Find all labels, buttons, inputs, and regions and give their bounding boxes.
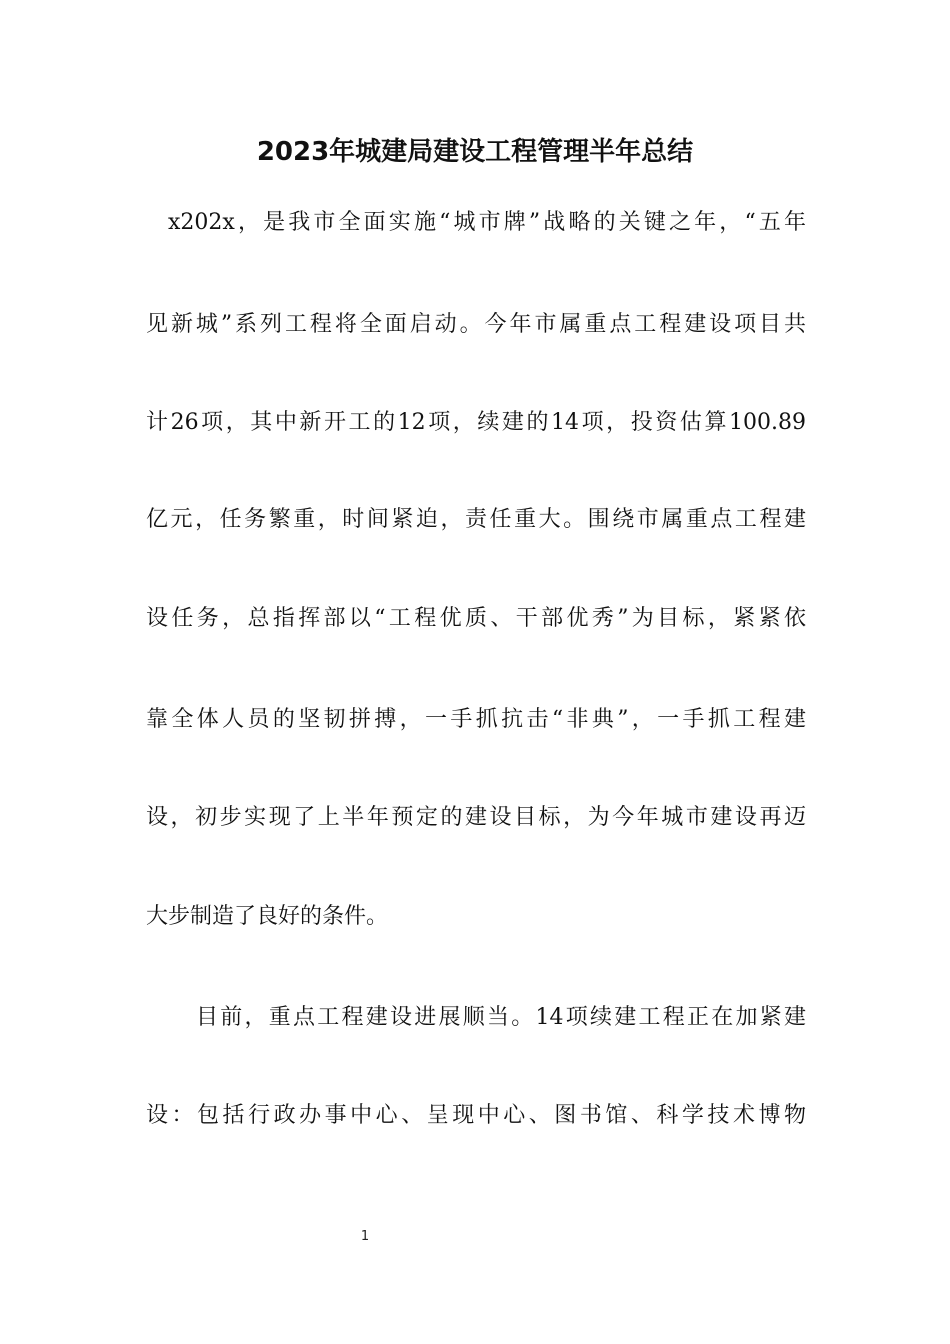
paragraph-line: 设：包括行政办事中心、呈现中心、图书馆、科学技术博物 bbox=[146, 1103, 806, 1128]
paragraph-line: 设任务，总指挥部以“工程优质、干部优秀”为目标，紧紧依 bbox=[146, 606, 806, 631]
paragraph-line: 目前，重点工程建设进展顺当。14项续建工程正在加紧建 bbox=[196, 1005, 806, 1030]
paragraph-line: 靠全体人员的坚韧拼搏，一手抓抗击“非典”，一手抓工程建 bbox=[146, 707, 806, 732]
paragraph-line: 见新城”系列工程将全面启动。今年市属重点工程建设项目共 bbox=[146, 312, 806, 337]
page-number: 1 bbox=[360, 1229, 370, 1244]
document-title: 2023年城建局建设工程管理半年总结 bbox=[256, 137, 694, 167]
paragraph-line: 计26项，其中新开工的12项，续建的14项，投资估算100.89 bbox=[146, 410, 806, 435]
paragraph-line: 亿元，任务繁重，时间紧迫，责任重大。围绕市属重点工程建 bbox=[146, 507, 806, 532]
paragraph-line: 大步制造了良好的条件。 bbox=[146, 904, 389, 929]
paragraph-line: x202x，是我市全面实施“城市牌”战略的关键之年，“五年 bbox=[168, 210, 806, 235]
paragraph-line: 设，初步实现了上半年预定的建设目标，为今年城市建设再迈 bbox=[146, 805, 806, 830]
